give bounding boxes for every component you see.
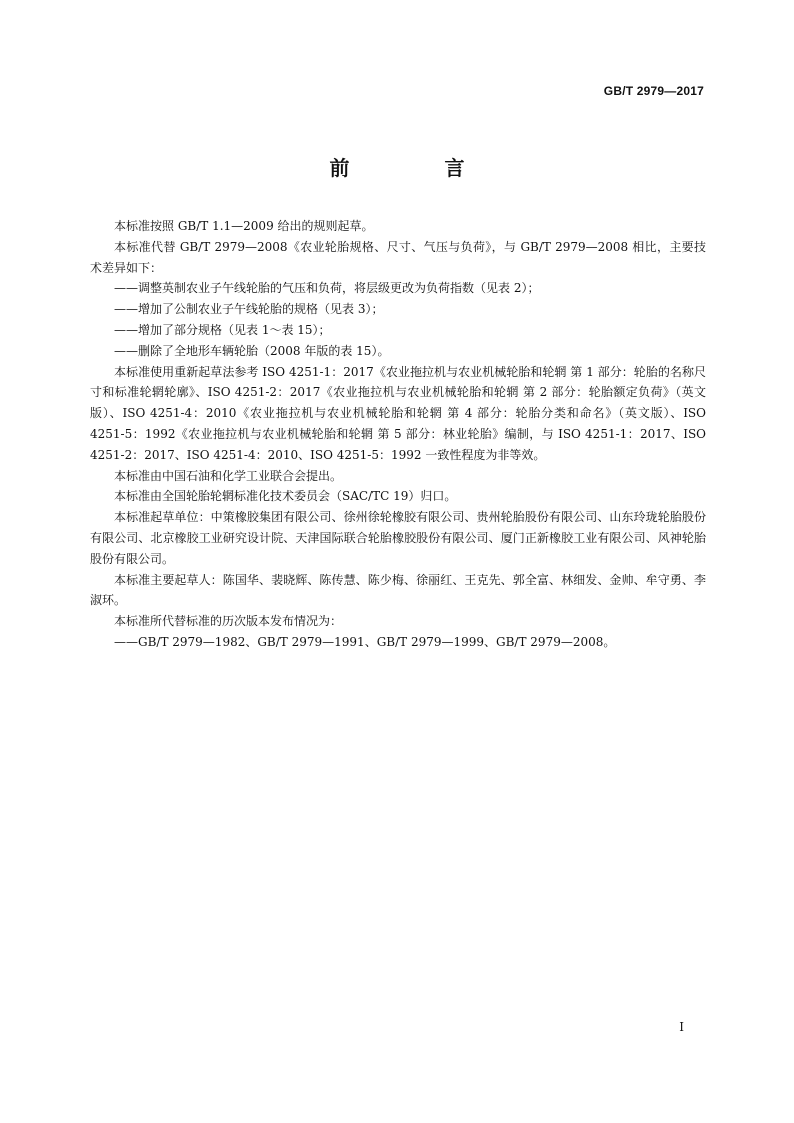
paragraph: 本标准由中国石油和化学工业联合会提出。 (114, 468, 343, 483)
page-title: 前 言 (329, 156, 509, 180)
paragraph: 本标准所代替标准的历次版本发布情况为： (114, 614, 343, 629)
paragraph: 本标准代替 GB/T 2979—2008《农业轮胎规格、尺寸、气压与负荷》，与 GB/T 2979—2008 相比，主要技术差异如下： (90, 239, 706, 275)
list-item: ——删除了全地形车辆轮胎（2008 年版的表 15）。 (114, 343, 390, 358)
page-number: I (679, 1020, 684, 1034)
list-item: ——调整英制农业子午线轮胎的气压和负荷，将层级更改为负荷指数（见表 2）； (114, 281, 540, 296)
paragraph: 本标准按照 GB/T 1.1—2009 给出的规则起草。 (114, 219, 374, 233)
standard-code: GB/T 2979—2017 (603, 84, 704, 98)
document-body (90, 216, 706, 653)
paragraph: 本标准主要起草人：陈国华、裴晓辉、陈传慧、陈少梅、徐丽红、王克先、郭全富、林细发、金帅、牟守勇、李淑环。 (90, 572, 706, 608)
list-item: ——增加了公制农业子午线轮胎的规格（见表 3）； (114, 302, 384, 317)
paragraph: 本标准由全国轮胎轮辋标准化技术委员会（SAC/TC 19）归口。 (114, 489, 457, 504)
paragraph: 本标准使用重新起草法参考 ISO 4251-1：2017《农业拖拉机与农业机械轮胎和轮辋 第 1 部分：轮胎的名称尺寸和标准轮辋轮廓》、ISO 4251-2：2017《农业拖拉机与农业机械轮胎和轮辋 第 2 部分：轮胎额定负荷》（英文版）、ISO 4251-4：2010《农业拖拉机与农业机械轮胎和轮辋 第 4 部分：轮胎分类和命名》（英文版）、ISO 4251-5：1992《农业拖拉机与农业机械轮胎和轮辋 第 5 部分：林业轮胎》编制，与 ISO 4251-1：2017、ISO 4251-2：2017、ISO 4251-4：2010、ISO 4251-5：1992 一致性程度为非等效。 (90, 364, 706, 462)
list-item: ——增加了部分规格（见表 1～表 15）； (114, 322, 331, 337)
paragraph: 本标准起草单位：中策橡胶集团有限公司、徐州徐轮橡胶有限公司、贵州轮胎股份有限公司、山东玲珑轮胎股份有限公司、北京橡胶工业研究设计院、天津国际联合轮胎橡胶股份有限公司、厦门正新橡胶工业有限公司、风神轮胎股份有限公司。 (90, 510, 706, 566)
list-item: ——GB/T 2979—1982、GB/T 2979—1991、GB/T 2979—1999、GB/T 2979—2008。 (114, 634, 616, 649)
